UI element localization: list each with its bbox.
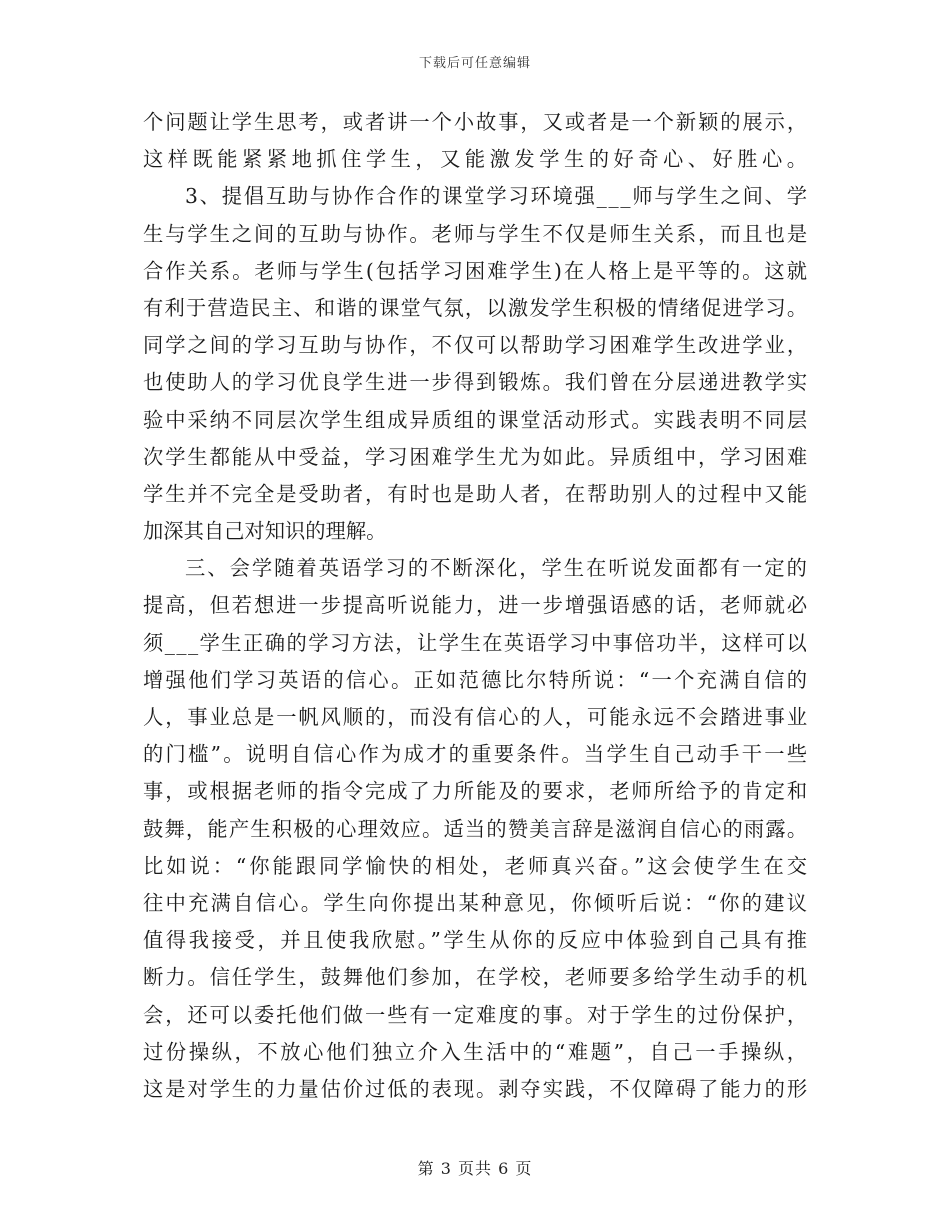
- text-line: 值得我接受，并且使我欣慰。”学生从你的反应中体验到自己具有推: [143, 928, 810, 953]
- text-line: 提高，但若想进一步提高听说能力，进一步增强语感的话，老师就必: [143, 593, 810, 618]
- text-line: 3、提倡互助与协作合作的课堂学习环境强___师与学生之间、学: [185, 184, 809, 209]
- text-line: 学生并不完全是受助者，有时也是助人者，在帮助别人的过程中又能: [143, 481, 810, 506]
- page-number: 第 3 页共 6 页: [417, 1159, 533, 1178]
- text-line: 加深其自己对知识的理解。: [143, 519, 387, 544]
- text-line: 往中充满自信心。学生向你提出某种意见，你倾听后说：“你的建议: [143, 890, 810, 915]
- text-line: 这样既能紧紧地抓住学生，又能激发学生的好奇心、好胜心。: [143, 147, 812, 172]
- text-line: 三、会学随着英语学习的不断深化，学生在听说发面都有一定的: [185, 556, 809, 581]
- document-body: [143, 104, 812, 1108]
- text-line: 事，或根据老师的指令完成了力所能及的要求，老师所给予的肯定和: [143, 779, 810, 804]
- text-line: 合作关系。老师与学生(包括学习困难学生)在人格上是平等的。这就: [143, 258, 809, 283]
- text-line: 次学生都能从中受益，学习困难学生尤为如此。异质组中，学习困难: [143, 444, 810, 469]
- text-line: 断力。信任学生，鼓舞他们参加，在学校，老师要多给学生动手的机: [143, 965, 810, 990]
- text-line: 人，事业总是一帆风顺的，而没有信心的人，可能永远不会踏进事业: [143, 705, 810, 729]
- text-line: 过份操纵，不放心他们独立介入生活中的“难题”，自己一手操纵，: [143, 1039, 810, 1064]
- text-line: 验中采纳不同层次学生组成异质组的课堂活动形式。实践表明不同层: [143, 407, 810, 432]
- text-line: 的门槛”。说明自信心作为成才的重要条件。当学生自己动手干一些: [143, 742, 810, 767]
- text-line: 有利于营造民主、和谐的课堂气氛，以激发学生积极的情绪促进学习。: [143, 295, 809, 320]
- text-line: 鼓舞，能产生积极的心理效应。适当的赞美言辞是滋润自信心的雨露。: [143, 816, 809, 841]
- page-header: 下载后可任意编辑: [418, 56, 531, 71]
- text-line: 这是对学生的力量估价过低的表现。剥夺实践，不仅障碍了能力的形: [143, 1076, 810, 1101]
- text-line: 会，还可以委托他们做一些有一定难度的事。对于学生的过份保护，: [143, 1002, 810, 1027]
- text-line: 生与学生之间的互助与协作。老师与学生不仅是师生关系，而且也是: [143, 221, 810, 246]
- text-line: 增强他们学习英语的信心。正如范德比尔特所说：“一个充满自信的: [143, 667, 810, 692]
- text-line: 个问题让学生思考，或者讲一个小故事，又或者是一个新颖的展示，: [143, 110, 810, 134]
- text-line: 须___学生正确的学习方法，让学生在英语学习中事倍功半，这样可以: [143, 630, 809, 655]
- text-line: 也使助人的学习优良学生进一步得到锻炼。我们曾在分层递进教学实: [143, 370, 810, 395]
- text-line: 同学之间的学习互助与协作，不仅可以帮助学习困难学生改进学业，: [143, 333, 810, 358]
- text-line: 比如说：“你能跟同学愉快的相处，老师真兴奋。”这会使学生在交: [143, 853, 810, 878]
